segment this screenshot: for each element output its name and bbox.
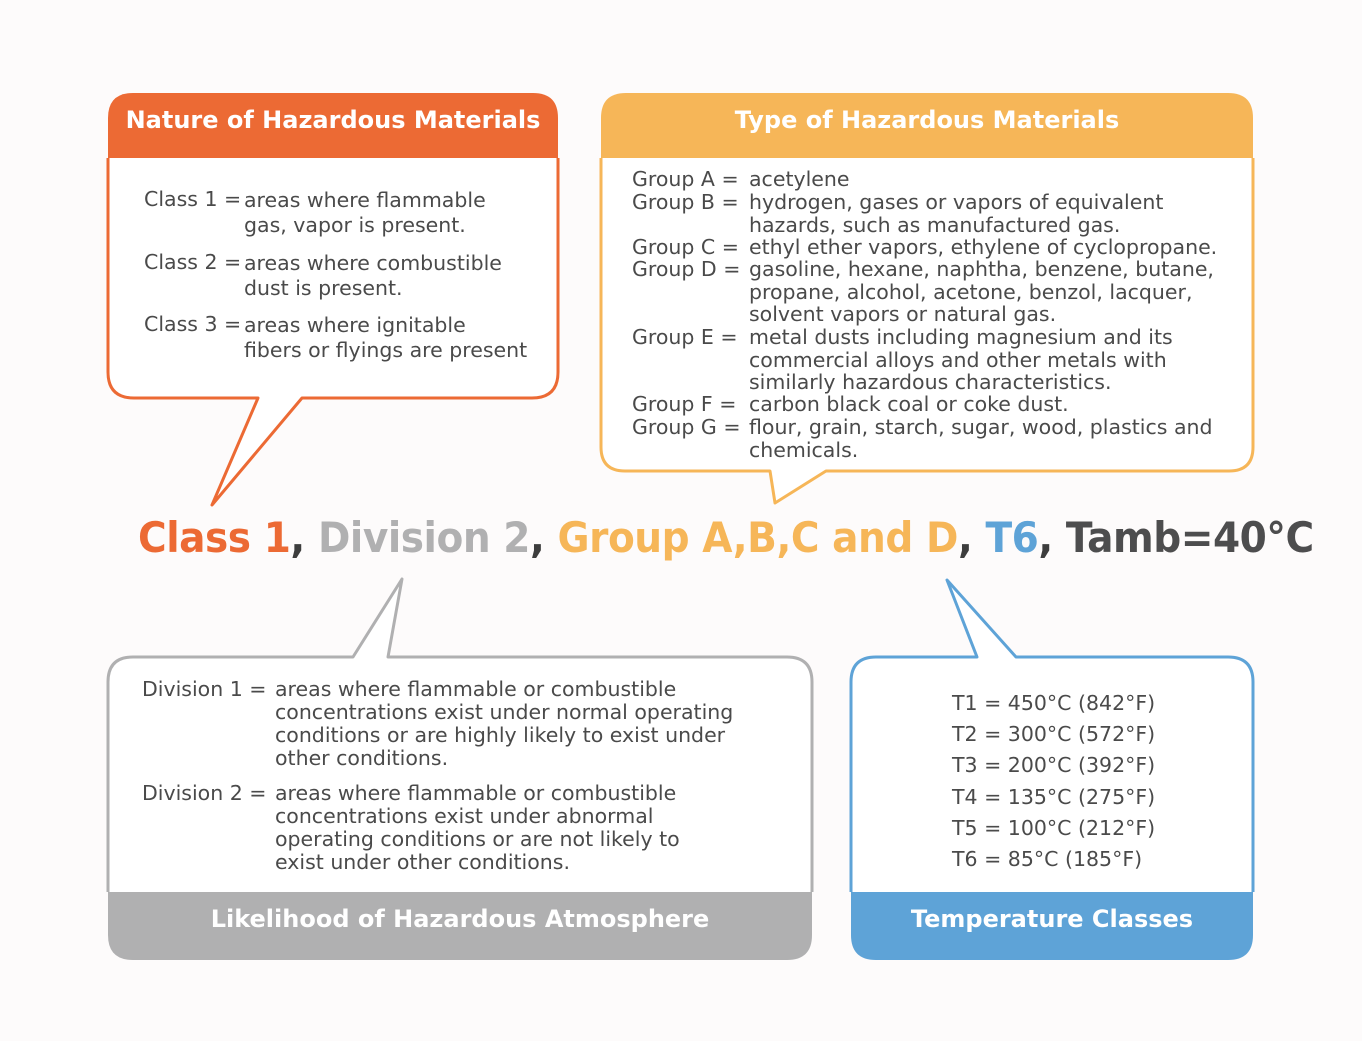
group-g-line: chemicals. xyxy=(749,437,859,462)
group-e-line: metal dusts including magnesium and its xyxy=(749,325,1173,349)
group-b-line: hydrogen, gases or vapors of equivalent xyxy=(749,190,1164,214)
class-2-line: dust is present. xyxy=(244,276,403,300)
class-1-term: Class 1 = xyxy=(144,187,242,211)
group-b-desc xyxy=(749,191,1163,236)
temperature-item: T1 = 450°C (842°F) xyxy=(952,691,1156,715)
designation-class: Class 1 xyxy=(138,513,291,562)
class-3-line: fibers or flyings are present xyxy=(244,338,528,362)
group-e-line: commercial alloys and other metals with xyxy=(749,347,1167,372)
group-g-term: Group G = xyxy=(632,415,741,439)
class-2-desc xyxy=(244,251,502,301)
type-title: Type of Hazardous Materials xyxy=(734,106,1120,134)
temperature-item: T6 = 85°C (185°F) xyxy=(952,847,1143,872)
class-2-line: areas where combustible xyxy=(244,251,502,275)
group-f-desc xyxy=(749,393,1069,416)
group-e-desc xyxy=(749,326,1173,394)
designation-ambient: Tamb=40°C xyxy=(1065,513,1314,562)
group-d-line: gasoline, hexane, naphtha, benzene, butane, xyxy=(749,257,1214,281)
division-2-line: exist under other conditions. xyxy=(275,850,570,874)
temperature-item: T2 = 300°C (572°F) xyxy=(952,722,1156,747)
temperature-title: Temperature Classes xyxy=(910,905,1194,933)
division-1-line: concentrations exist under normal operating xyxy=(275,700,734,724)
division-2-desc xyxy=(275,782,680,874)
division-2-line: operating conditions or are not likely to xyxy=(275,827,680,851)
temperature-list xyxy=(952,688,1155,875)
class-2-term: Class 2 = xyxy=(144,250,242,274)
division-1-desc xyxy=(275,678,733,770)
division-2-term: Division 2 = xyxy=(142,781,267,805)
designation-separator: , xyxy=(290,513,305,562)
group-d-line: solvent vapors or natural gas. xyxy=(749,302,1057,326)
division-1-line: conditions or are highly likely to exist under xyxy=(275,723,726,747)
division-2-line: areas where flammable or combustible xyxy=(275,781,677,805)
designation-line xyxy=(138,508,1314,568)
temperature-item: T5 = 100°C (212°F) xyxy=(952,815,1156,840)
designation-separator: , xyxy=(957,513,973,562)
nature-title: Nature of Hazardous Materials xyxy=(125,106,541,134)
group-e-line: similarly hazardous characteristics. xyxy=(749,370,1112,394)
group-b-term: Group B = xyxy=(632,190,739,214)
group-c-term: Group C = xyxy=(632,235,739,259)
designation-temp: T6 xyxy=(985,513,1039,562)
group-e-term: Group E = xyxy=(632,325,738,349)
group-c-line: ethyl ether vapors, ethylene of cyclopropane. xyxy=(749,235,1218,259)
designation-separator: , xyxy=(530,513,545,562)
class-1-line: areas where flammable xyxy=(244,188,486,212)
class-3-term: Class 3 = xyxy=(144,312,242,336)
group-a-term: Group A = xyxy=(632,167,739,191)
group-g-line: flour, grain, starch, sugar, wood, plastics and xyxy=(749,415,1213,439)
division-1-line: areas where flammable or combustible xyxy=(275,677,677,701)
group-f-line: carbon black coal or coke dust. xyxy=(749,392,1069,416)
designation-group: Group A,B,C and D xyxy=(557,513,958,562)
division-2-line: concentrations exist under abnormal xyxy=(275,804,654,828)
group-d-line: propane, alcohol, acetone, benzol, lacquer, xyxy=(749,279,1193,304)
designation-division: Division 2 xyxy=(317,513,531,562)
group-f-term: Group F = xyxy=(632,392,737,416)
division-1-line: other conditions. xyxy=(275,746,449,770)
class-3-desc xyxy=(244,313,527,363)
group-g-desc xyxy=(749,416,1213,461)
group-b-line: hazards, such as manufactured gas. xyxy=(749,212,1121,237)
group-a-line: acetylene xyxy=(749,167,850,191)
group-d-term: Group D = xyxy=(632,257,741,281)
group-a-desc xyxy=(749,168,850,191)
likelihood-title: Likelihood of Hazardous Atmosphere xyxy=(210,905,710,933)
class-3-line: areas where ignitable xyxy=(244,313,466,337)
class-1-line: gas, vapor is present. xyxy=(244,213,466,237)
class-1-desc xyxy=(244,188,486,238)
group-d-desc xyxy=(749,258,1214,326)
division-1-term: Division 1 = xyxy=(142,677,267,701)
temperature-item: T4 = 135°C (275°F) xyxy=(952,784,1156,809)
designation-separator: , xyxy=(1038,513,1053,562)
temperature-item: T3 = 200°C (392°F) xyxy=(952,753,1156,778)
group-c-desc xyxy=(749,236,1217,259)
